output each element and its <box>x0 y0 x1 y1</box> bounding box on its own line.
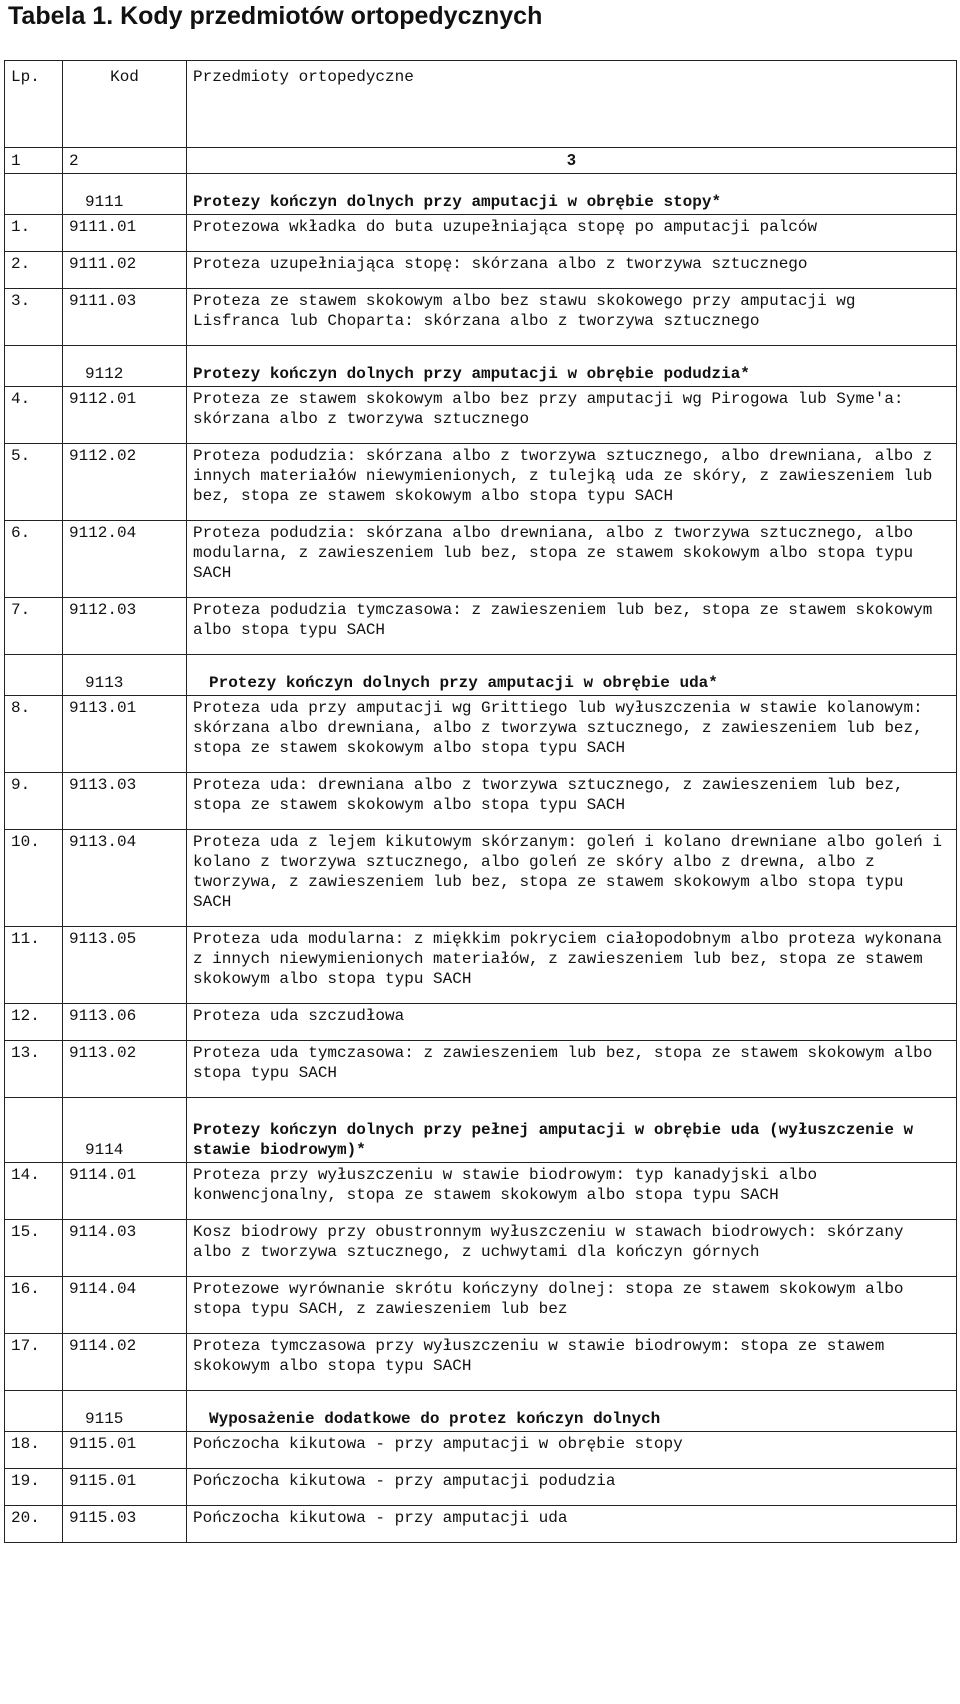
group-title: Protezy kończyn dolnych przy amputacji w obrębie podudzia* <box>187 346 957 387</box>
group-code: 9115 <box>63 1391 187 1432</box>
row-description: Pończocha kikutowa - przy amputacji podudzia <box>187 1469 957 1506</box>
row-lp: 9. <box>5 773 63 830</box>
row-code: 9111.02 <box>63 252 187 289</box>
row-description: Proteza uda modularna: z miękkim pokryciem ciałopodobnym albo proteza wykonana z innych niewymienionych materiałów, z zawieszeniem lub bez, stopa ze stawem skokowym albo stopa typu SACH <box>187 927 957 1004</box>
group-title: Protezy kończyn dolnych przy amputacji w obrębie uda* <box>187 655 957 696</box>
row-description: Protezowe wyrównanie skrótu kończyny dolnej: stopa ze stawem skokowym albo stopa typu SACH, z zawieszeniem lub bez <box>187 1277 957 1334</box>
table-row <box>5 1334 957 1391</box>
row-lp: 11. <box>5 927 63 1004</box>
row-lp: 14. <box>5 1163 63 1220</box>
table-row <box>5 1469 957 1506</box>
table-row <box>5 1163 957 1220</box>
row-lp: 7. <box>5 598 63 655</box>
row-lp: 13. <box>5 1041 63 1098</box>
table-row <box>5 1506 957 1543</box>
row-description: Proteza ze stawem skokowym albo bez stawu skokowego przy amputacji wg Lisfranca lub Choparta: skórzana albo z tworzywa sztucznego <box>187 289 957 346</box>
row-code: 9112.03 <box>63 598 187 655</box>
table-row <box>5 387 957 444</box>
page-title: Tabela 1. Kody przedmiotów ortopedycznych <box>8 2 543 30</box>
group-row <box>5 1098 957 1163</box>
table-row <box>5 444 957 521</box>
table-row <box>5 1220 957 1277</box>
column-number-3: 3 <box>187 148 957 174</box>
row-code: 9114.04 <box>63 1277 187 1334</box>
row-lp: 2. <box>5 252 63 289</box>
row-lp: 15. <box>5 1220 63 1277</box>
row-code: 9114.02 <box>63 1334 187 1391</box>
group-empty-cell <box>5 174 63 215</box>
group-code: 9114 <box>63 1098 187 1163</box>
row-lp: 1. <box>5 215 63 252</box>
table-row <box>5 215 957 252</box>
group-row <box>5 1391 957 1432</box>
row-code: 9111.01 <box>63 215 187 252</box>
row-lp: 10. <box>5 830 63 927</box>
group-row <box>5 174 957 215</box>
group-title: Protezy kończyn dolnych przy pełnej amputacji w obrębie uda (wyłuszczenie w stawie biodrowym)* <box>187 1098 957 1163</box>
row-description: Proteza przy wyłuszczeniu w stawie biodrowym: typ kanadyjski albo konwencjonalny, stopa ze stawem skokowym albo stopa typu SACH <box>187 1163 957 1220</box>
row-code: 9113.04 <box>63 830 187 927</box>
row-description: Proteza uda z lejem kikutowym skórzanym: goleń i kolano drewniane albo goleń i kolano z tworzywa sztucznego, albo goleń ze skóry albo z drewna, albo z tworzywa, z zawieszeniem lub bez, stopa ze stawem skokowym albo stopa typu SACH <box>187 830 957 927</box>
row-code: 9113.05 <box>63 927 187 1004</box>
table-row <box>5 927 957 1004</box>
column-number-1: 1 <box>5 148 63 174</box>
row-description: Proteza podudzia: skórzana albo drewniana, albo z tworzywa sztucznego, albo modularna, z zawieszeniem lub bez, stopa ze stawem skokowym albo stopa typu SACH <box>187 521 957 598</box>
row-code: 9111.03 <box>63 289 187 346</box>
group-empty-cell <box>5 655 63 696</box>
row-description: Kosz biodrowy przy obustronnym wyłuszczeniu w stawach biodrowych: skórzany albo z tworzywa sztucznego, z uchwytami dla kończyn górnych <box>187 1220 957 1277</box>
row-code: 9113.02 <box>63 1041 187 1098</box>
group-code: 9111 <box>63 174 187 215</box>
row-lp: 4. <box>5 387 63 444</box>
row-description: Proteza podudzia tymczasowa: z zawieszeniem lub bez, stopa ze stawem skokowym albo stopa typu SACH <box>187 598 957 655</box>
row-code: 9115.01 <box>63 1469 187 1506</box>
row-description: Proteza uda tymczasowa: z zawieszeniem lub bez, stopa ze stawem skokowym albo stopa typu SACH <box>187 1041 957 1098</box>
row-lp: 17. <box>5 1334 63 1391</box>
group-code: 9112 <box>63 346 187 387</box>
group-row <box>5 655 957 696</box>
table-row <box>5 1004 957 1041</box>
row-code: 9112.02 <box>63 444 187 521</box>
group-title: Protezy kończyn dolnych przy amputacji w obrębie stopy* <box>187 174 957 215</box>
orthopedic-codes-table <box>4 60 957 1543</box>
group-empty-cell <box>5 1098 63 1163</box>
row-description: Protezowa wkładka do buta uzupełniająca stopę po amputacji palców <box>187 215 957 252</box>
row-code: 9114.03 <box>63 1220 187 1277</box>
row-lp: 19. <box>5 1469 63 1506</box>
header-przedmioty: Przedmioty ortopedyczne <box>187 61 957 148</box>
table-row <box>5 1041 957 1098</box>
row-lp: 16. <box>5 1277 63 1334</box>
table-row <box>5 773 957 830</box>
table-row <box>5 1432 957 1469</box>
row-code: 9112.04 <box>63 521 187 598</box>
table-row <box>5 521 957 598</box>
row-code: 9115.01 <box>63 1432 187 1469</box>
row-description: Pończocha kikutowa - przy amputacji uda <box>187 1506 957 1543</box>
row-code: 9113.06 <box>63 1004 187 1041</box>
table-row <box>5 696 957 773</box>
row-lp: 8. <box>5 696 63 773</box>
group-row <box>5 346 957 387</box>
row-code: 9115.03 <box>63 1506 187 1543</box>
column-number-2: 2 <box>63 148 187 174</box>
column-number-row <box>5 148 957 174</box>
group-title: Wyposażenie dodatkowe do protez kończyn dolnych <box>187 1391 957 1432</box>
row-lp: 6. <box>5 521 63 598</box>
group-code: 9113 <box>63 655 187 696</box>
header-lp: Lp. <box>5 61 63 148</box>
table-row <box>5 252 957 289</box>
row-description: Proteza uzupełniająca stopę: skórzana albo z tworzywa sztucznego <box>187 252 957 289</box>
row-description: Proteza uda: drewniana albo z tworzywa sztucznego, z zawieszeniem lub bez, stopa ze stawem skokowym albo stopa typu SACH <box>187 773 957 830</box>
row-lp: 12. <box>5 1004 63 1041</box>
table-header-row <box>5 61 957 148</box>
group-empty-cell <box>5 1391 63 1432</box>
row-code: 9113.03 <box>63 773 187 830</box>
table-row <box>5 598 957 655</box>
table-row <box>5 830 957 927</box>
row-lp: 5. <box>5 444 63 521</box>
row-lp: 18. <box>5 1432 63 1469</box>
row-code: 9114.01 <box>63 1163 187 1220</box>
row-description: Proteza uda szczudłowa <box>187 1004 957 1041</box>
group-empty-cell <box>5 346 63 387</box>
table-row <box>5 1277 957 1334</box>
row-description: Proteza uda przy amputacji wg Grittiego lub wyłuszczenia w stawie kolanowym: skórzana albo drewniana, albo z tworzywa sztucznego, z zawieszeniem lub bez, stopa ze stawem skokowym albo stopa typu SACH <box>187 696 957 773</box>
row-lp: 20. <box>5 1506 63 1543</box>
row-description: Proteza tymczasowa przy wyłuszczeniu w stawie biodrowym: stopa ze stawem skokowym albo stopa typu SACH <box>187 1334 957 1391</box>
row-description: Proteza ze stawem skokowym albo bez przy amputacji wg Pirogowa lub Syme'a: skórzana albo z tworzywa sztucznego <box>187 387 957 444</box>
row-description: Proteza podudzia: skórzana albo z tworzywa sztucznego, albo drewniana, albo z innych materiałów niewymienionych, z tulejką uda ze skóry, z zawieszeniem lub bez, stopa ze stawem skokowym albo stopa typu SACH <box>187 444 957 521</box>
row-description: Pończocha kikutowa - przy amputacji w obrębie stopy <box>187 1432 957 1469</box>
table-row <box>5 289 957 346</box>
header-kod: Kod <box>63 61 187 148</box>
row-code: 9112.01 <box>63 387 187 444</box>
row-lp: 3. <box>5 289 63 346</box>
row-code: 9113.01 <box>63 696 187 773</box>
